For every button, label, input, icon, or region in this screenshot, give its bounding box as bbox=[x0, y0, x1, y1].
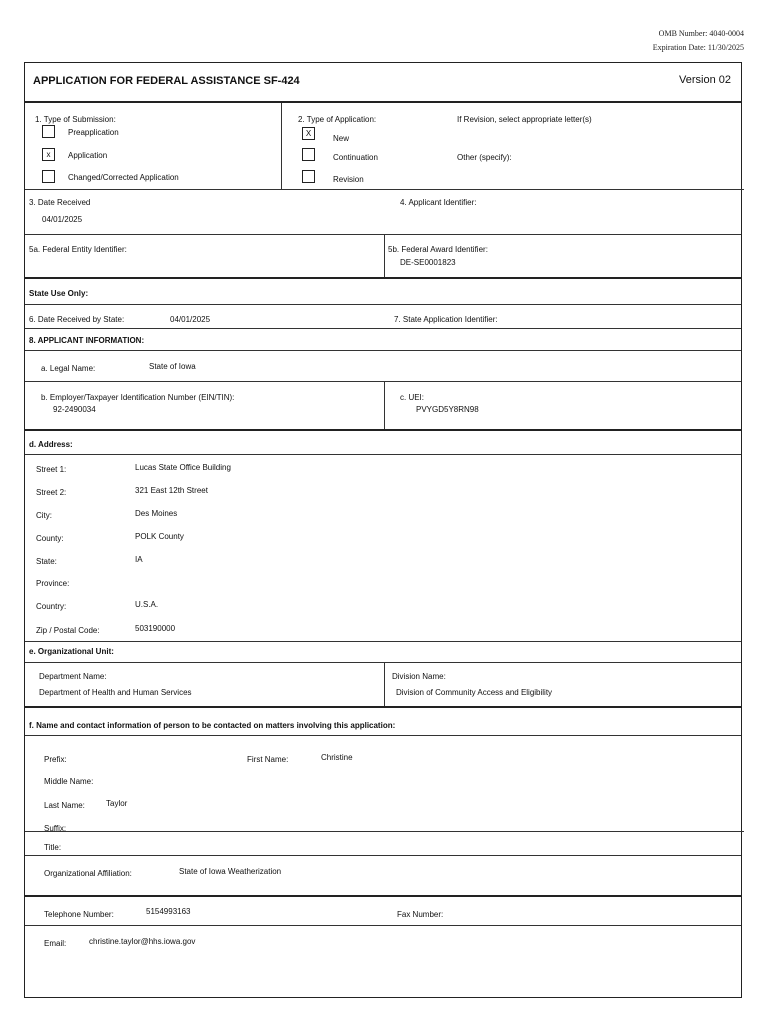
street2-label: Street 2: bbox=[36, 488, 67, 497]
department-name-value: Department of Health and Human Services bbox=[39, 688, 192, 697]
city-value: Des Moines bbox=[135, 509, 178, 518]
state-date-value: 04/01/2025 bbox=[170, 315, 211, 324]
first-name-label: First Name: bbox=[247, 755, 289, 764]
submission-type-label: 1. Type of Submission: bbox=[35, 115, 116, 124]
state-application-id-label: 7. State Application Identifier: bbox=[394, 315, 498, 324]
street1-label: Street 1: bbox=[36, 465, 67, 474]
line-spill bbox=[741, 831, 744, 832]
org-unit-label: e. Organizational Unit: bbox=[29, 647, 114, 656]
last-name-label: Last Name: bbox=[44, 801, 85, 810]
ein-value: 92-2490034 bbox=[53, 405, 96, 414]
form-header bbox=[25, 63, 741, 103]
continuation-checkbox[interactable] bbox=[302, 148, 315, 161]
line-spill bbox=[741, 189, 744, 190]
other-specify-label: Other (specify): bbox=[457, 153, 512, 162]
title-row bbox=[25, 831, 741, 856]
omb-expiration: Expiration Date: 11/30/2025 bbox=[652, 43, 744, 52]
date-received-row bbox=[25, 189, 741, 235]
applicant-info-row bbox=[25, 328, 741, 351]
omb-number: OMB Number: 4040-0004 bbox=[658, 29, 744, 38]
application-label: Application bbox=[68, 151, 108, 160]
divider bbox=[281, 103, 282, 189]
title-label: Title: bbox=[44, 843, 62, 852]
divider bbox=[384, 662, 385, 706]
affiliation-row bbox=[25, 855, 741, 897]
email-label: Email: bbox=[44, 939, 67, 948]
applicant-info-label: 8. APPLICANT INFORMATION: bbox=[29, 336, 145, 345]
zip-label: Zip / Postal Code: bbox=[36, 626, 100, 635]
telephone-value: 5154993163 bbox=[146, 907, 191, 916]
contact-header-label: f. Name and contact information of person to be contacted on matters involving this application: bbox=[29, 721, 396, 730]
federal-identifier-row bbox=[25, 234, 741, 279]
uei-label: c. UEI: bbox=[400, 393, 425, 402]
street2-value: 321 East 12th Street bbox=[135, 486, 208, 495]
address-fields bbox=[25, 454, 741, 642]
sf424-form bbox=[24, 62, 742, 998]
contact-name-block bbox=[25, 735, 741, 832]
new-checkbox[interactable]: X bbox=[302, 127, 315, 140]
preapplication-label: Preapplication bbox=[68, 128, 119, 137]
state-label: State: bbox=[36, 557, 57, 566]
fax-label: Fax Number: bbox=[397, 910, 444, 919]
telephone-label: Telephone Number: bbox=[44, 910, 114, 919]
country-value: U.S.A. bbox=[135, 600, 159, 609]
uei-value: PVYGD5Y8RN98 bbox=[416, 405, 479, 414]
province-label: Province: bbox=[36, 579, 70, 588]
affiliation-value: State of Iowa Weatherization bbox=[179, 867, 282, 876]
phone-fax-row bbox=[25, 897, 741, 926]
federal-award-value: DE-SE0001823 bbox=[400, 258, 456, 267]
county-value: POLK County bbox=[135, 532, 184, 541]
org-unit-header-row bbox=[25, 641, 741, 663]
street1-value: Lucas State Office Building bbox=[135, 463, 231, 472]
application-checkbox[interactable]: x bbox=[42, 148, 55, 161]
address-label: d. Address: bbox=[29, 440, 73, 449]
suffix-label: Suffix: bbox=[44, 824, 67, 833]
ein-label: b. Employer/Taxpayer Identification Number (EIN/TIN): bbox=[41, 393, 235, 402]
email-value: christine.taylor@hhs.iowa.gov bbox=[89, 937, 196, 946]
form-version: Version 02 bbox=[679, 74, 731, 86]
changed-corrected-label: Changed/Corrected Application bbox=[68, 173, 179, 182]
federal-award-label: 5b. Federal Award Identifier: bbox=[388, 245, 488, 254]
legal-name-row bbox=[25, 350, 741, 382]
divider bbox=[384, 381, 385, 429]
divider bbox=[384, 234, 385, 277]
last-name-value: Taylor bbox=[106, 799, 128, 808]
form-title: APPLICATION FOR FEDERAL ASSISTANCE SF-424 bbox=[33, 75, 300, 87]
city-label: City: bbox=[36, 511, 52, 520]
country-label: Country: bbox=[36, 602, 67, 611]
state-date-row bbox=[25, 304, 741, 329]
legal-name-value: State of Iowa bbox=[149, 362, 196, 371]
revision-letters-label: If Revision, select appropriate letter(s) bbox=[457, 115, 592, 124]
prefix-label: Prefix: bbox=[44, 755, 67, 764]
division-name-value: Division of Community Access and Eligibility bbox=[396, 688, 553, 697]
division-name-label: Division Name: bbox=[392, 672, 446, 681]
new-label: New bbox=[333, 134, 350, 143]
revision-label: Revision bbox=[333, 175, 364, 184]
revision-checkbox[interactable] bbox=[302, 170, 315, 183]
submission-section bbox=[25, 103, 741, 190]
date-received-value: 04/01/2025 bbox=[42, 215, 83, 224]
county-label: County: bbox=[36, 534, 64, 543]
application-type-label: 2. Type of Application: bbox=[298, 115, 377, 124]
changed-corrected-checkbox[interactable] bbox=[42, 170, 55, 183]
legal-name-label: a. Legal Name: bbox=[41, 364, 96, 373]
date-received-label: 3. Date Received bbox=[29, 198, 91, 207]
first-name-value: Christine bbox=[321, 753, 353, 762]
state-use-label: State Use Only: bbox=[29, 289, 89, 298]
department-name-label: Department Name: bbox=[39, 672, 107, 681]
affiliation-label: Organizational Affiliation: bbox=[44, 869, 132, 878]
org-unit-row bbox=[25, 662, 741, 708]
state-date-label: 6. Date Received by State: bbox=[29, 315, 125, 324]
continuation-label: Continuation bbox=[333, 153, 378, 162]
preapplication-checkbox[interactable] bbox=[42, 125, 55, 138]
address-header-row bbox=[25, 431, 741, 455]
federal-entity-label: 5a. Federal Entity Identifier: bbox=[29, 245, 127, 254]
zip-value: 503190000 bbox=[135, 624, 176, 633]
middle-name-label: Middle Name: bbox=[44, 777, 94, 786]
ein-uei-row bbox=[25, 381, 741, 431]
omb-info bbox=[653, 27, 744, 55]
state-use-row bbox=[25, 279, 741, 305]
contact-header-row bbox=[25, 708, 741, 736]
email-row bbox=[25, 925, 741, 995]
state-value: IA bbox=[135, 555, 143, 564]
applicant-identifier-label: 4. Applicant Identifier: bbox=[400, 198, 477, 207]
